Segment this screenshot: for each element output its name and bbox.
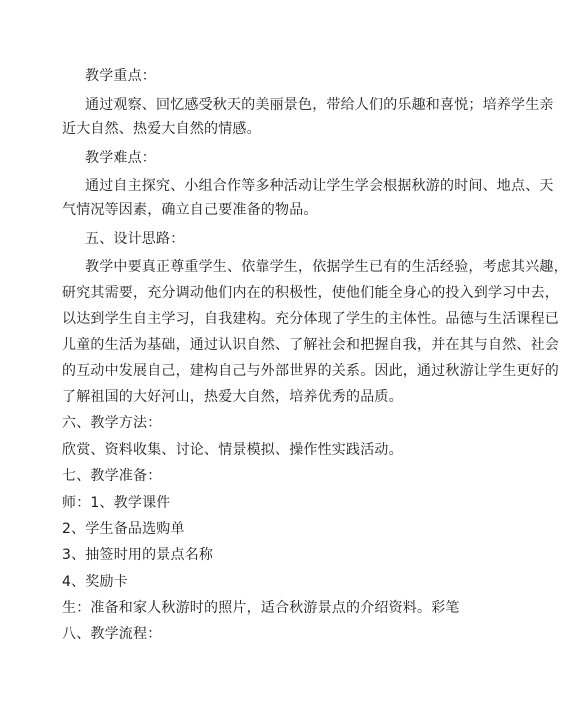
list-item: 师：1、教学课件 bbox=[62, 495, 171, 511]
paragraph-line: 气情况等因素，确立自己要准备的物品。 bbox=[62, 202, 318, 218]
paragraph-line: 了解祖国的大好河山，热爱大自然，培养优秀的品质。 bbox=[62, 389, 403, 405]
heading-teaching-preparation: 七、教学准备： bbox=[62, 468, 162, 484]
paragraph-line: 通过自主探究、小组合作等多种活动让学生学会根据秋游的时间、地点、天 bbox=[85, 178, 554, 194]
paragraph-line: 的互动中发展自己，建构自己与外部世界的关系。因此，通过秋游让学生更好的 bbox=[62, 363, 559, 379]
list-item: 2、学生备品选购单 bbox=[62, 521, 185, 537]
paragraph-line: 教学中要真正尊重学生、依靠学生，依据学生已有的生活经验，考虑其兴趣， bbox=[85, 259, 568, 275]
list-item: 4、奖励卡 bbox=[62, 574, 128, 590]
heading-design-ideas: 五、设计思路： bbox=[85, 231, 185, 247]
paragraph-line: 近大自然、热爱大自然的情感。 bbox=[62, 121, 261, 137]
heading-teaching-methods: 六、教学方法： bbox=[62, 415, 162, 431]
paragraph-line: 以达到学生自主学习，自我建构。充分体现了学生的主体性。品德与生活课程已 bbox=[62, 311, 559, 327]
heading-teaching-difficulty: 教学难点： bbox=[85, 150, 156, 166]
paragraph-line: 研究其需要，充分调动他们内在的积极性，使他们能全身心的投入到学习中去， bbox=[62, 285, 559, 301]
paragraph-line: 儿童的生活为基础，通过认识自然、了解社会和把握自我，并在其与自然、社会 bbox=[62, 337, 559, 353]
heading-teaching-process: 八、教学流程： bbox=[62, 626, 162, 642]
paragraph-line: 欣赏、资料收集、讨论、情景模拟、操作性实践活动。 bbox=[62, 442, 403, 458]
paragraph-line: 通过观察、回忆感受秋天的美丽景色，带给人们的乐趣和喜悦；培养学生亲 bbox=[85, 97, 554, 113]
list-item: 3、抽签时用的景点名称 bbox=[62, 547, 214, 563]
list-item: 生：准备和家人秋游时的照片，适合秋游景点的介绍资料。彩笔 bbox=[62, 600, 460, 616]
heading-teaching-focus: 教学重点： bbox=[85, 68, 156, 84]
